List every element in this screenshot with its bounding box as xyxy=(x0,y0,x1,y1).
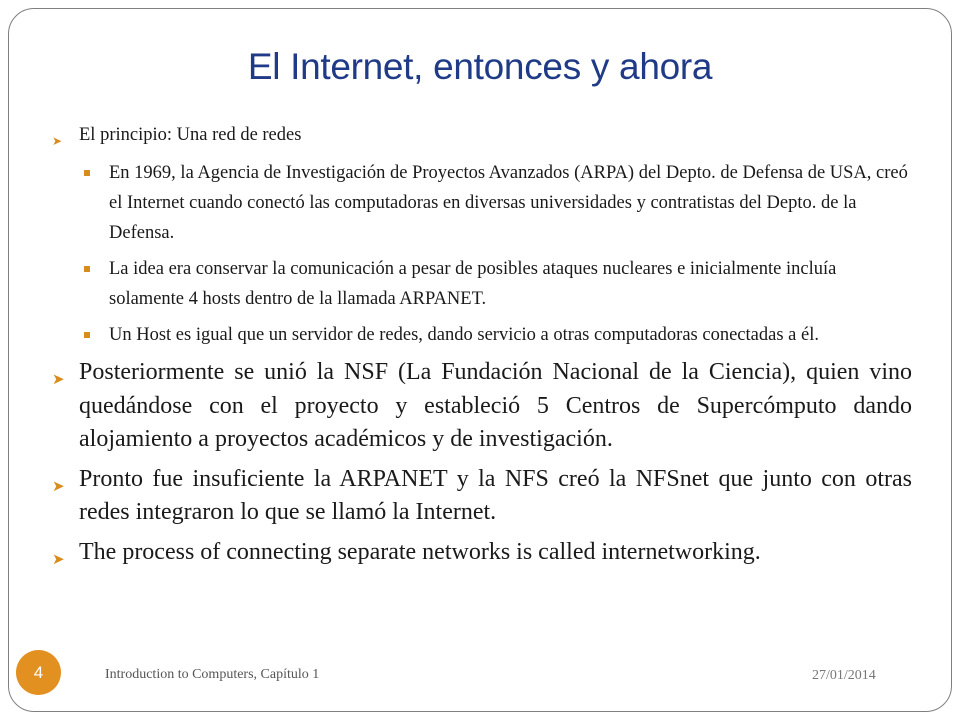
footer-caption: Introduction to Computers, Capítulo 1 xyxy=(105,667,320,682)
bullet-text: Pronto fue insuficiente la ARPANET y la NFS creó la NFSnet que junto con otras redes integraron lo que se llamó la Internet. xyxy=(79,465,912,525)
bullet-text: El principio: Una red de redes xyxy=(79,125,302,145)
slide-title: El Internet, entonces y ahora xyxy=(247,46,713,87)
bullet-nsf xyxy=(52,356,912,457)
sub-bullet-text: Un Host es igual que un servidor de redes, dando servicio a otras computadoras conectadas a él. xyxy=(109,325,819,345)
sub-bullet-host xyxy=(82,320,912,350)
sub-bullet-text: En 1969, la Agencia de Investigación de Proyectos Avanzados (ARPA) del Depto. de Defensa de USA, creó el Internet cuando conectó las computadoras en diversas universidades y contratistas del Depto. de la Defensa. xyxy=(109,163,908,243)
bullet-text: Posteriormente se unió la NSF (La Fundación Nacional de la Ciencia), quien vino quedándose con el proyecto y estableció 5 Centros de Supercómputo dando alojamiento a proyectos académicos y de investigación. xyxy=(79,359,912,452)
sub-bullet-text: La idea era conservar la comunicación a pesar de posibles ataques nucleares e inicialmente incluía solamente 4 hosts dentro de la llamada ARPANET. xyxy=(109,259,837,309)
sub-bullet-arpa xyxy=(82,158,912,248)
square-bullet-icon xyxy=(84,170,90,176)
arrow-bullet-icon: ➤ xyxy=(52,549,65,568)
square-bullet-icon xyxy=(84,266,90,272)
bullet-principio xyxy=(52,122,912,148)
arrow-bullet-icon: ➤ xyxy=(52,370,65,388)
bullet-internetworking xyxy=(52,536,912,570)
arrow-bullet-icon: ➤ xyxy=(52,134,63,148)
bullet-text: The process of connecting separate networks is called internetworking. xyxy=(79,538,761,565)
sub-bullet-idea xyxy=(82,254,912,314)
slide-content xyxy=(52,122,912,569)
arrow-bullet-icon: ➤ xyxy=(52,476,65,495)
square-bullet-icon xyxy=(84,332,90,338)
bullet-nfsnet xyxy=(52,463,912,530)
footer-date: 27/01/2014 xyxy=(812,668,876,683)
slide-number-badge: 4 xyxy=(16,650,61,695)
